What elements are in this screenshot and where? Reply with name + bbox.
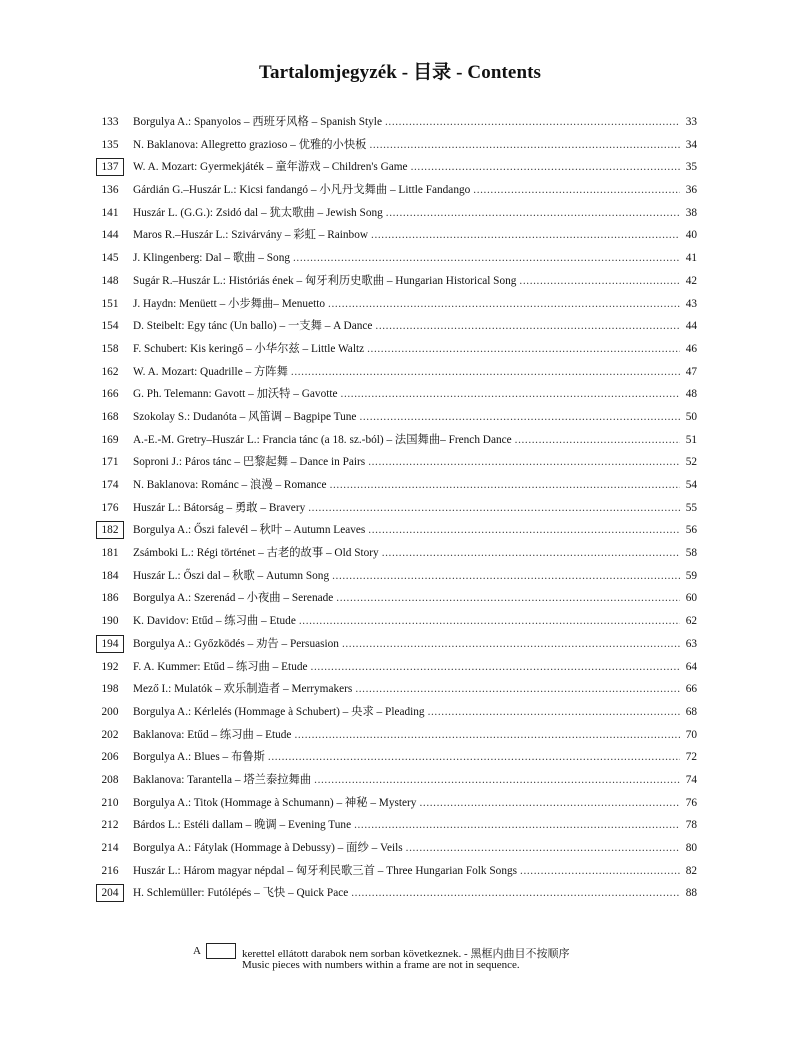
toc-entry — [0, 702, 800, 725]
toc-entry — [0, 384, 800, 407]
dot-leader — [351, 885, 680, 901]
entry-line — [133, 522, 697, 538]
toc-entry — [0, 634, 800, 657]
entry-title: Mező I.: Mulatók – 欢乐制造者 – Merrymakers — [133, 683, 353, 696]
entry-line — [133, 885, 697, 901]
page-number: 40 — [685, 229, 697, 242]
entry-line — [133, 477, 697, 493]
entry-title: Borgulya A.: Blues – 布鲁斯 — [133, 751, 265, 764]
entry-title: Borgulya A.: Szerenád – 小夜曲 – Serenade — [133, 592, 334, 605]
toc-entry — [0, 362, 800, 385]
entry-title: Zsámboki L.: Régi történet – 古老的故事 – Old Story — [133, 547, 379, 560]
frame-sample-box — [206, 943, 236, 959]
dot-leader — [314, 772, 680, 788]
toc-entry — [0, 248, 800, 271]
dot-leader — [375, 318, 680, 334]
entry-title: Baklanova: Etűd – 练习曲 – Etude — [133, 728, 292, 741]
page-number: 38 — [685, 206, 697, 219]
piece-number: 182 — [96, 521, 124, 539]
toc-entry — [0, 566, 800, 589]
page-title: Tartalomjegyzék - 目录 - Contents — [258, 62, 542, 83]
page-number: 76 — [685, 796, 697, 809]
page-number: 43 — [685, 297, 697, 310]
page-number: 55 — [685, 501, 697, 514]
entry-title: K. Davidov: Etűd – 练习曲 – Etude — [133, 615, 296, 628]
entry-title: H. Schlemüller: Futólépés – 飞快 – Quick Pace — [133, 887, 349, 900]
piece-number: 214 — [101, 842, 119, 854]
piece-number: 204 — [96, 884, 124, 902]
toc-entry — [0, 135, 800, 158]
entry-title: Borgulya A.: Spanyolos – 西班牙风格 – Spanish Style — [133, 116, 382, 128]
page-number: 80 — [685, 842, 697, 854]
page-number: 47 — [685, 365, 697, 378]
entry-title: Borgulya A.: Fátylak (Hommage à Debussy) – 面纱 – Veils — [133, 842, 403, 854]
dot-leader — [341, 386, 680, 402]
piece-number: 154 — [101, 320, 119, 333]
entry-title: N. Baklanova: Allegretto grazioso – 优雅的小快板 — [133, 138, 367, 151]
toc-entry — [0, 679, 800, 702]
dot-leader — [515, 432, 680, 448]
piece-number: 135 — [101, 138, 119, 151]
entry-line — [133, 409, 697, 425]
entry-title: Huszár L.: Három magyar népdal – 匈牙利民歌三首 – Three Hungarian Folk Songs — [133, 864, 518, 877]
entry-title: Huszár L. (G.G.): Zsidó dal – 犹太歌曲 – Jewish Song — [133, 206, 383, 219]
toc-entry — [0, 316, 800, 339]
toc-entry — [0, 861, 800, 884]
page-number: 72 — [685, 751, 697, 764]
entry-line — [133, 318, 697, 334]
dot-leader — [291, 364, 680, 380]
piece-number: 181 — [101, 547, 119, 560]
dot-leader — [336, 590, 680, 606]
entry-line — [133, 182, 697, 198]
toc-entry — [0, 294, 800, 317]
dot-leader — [371, 227, 680, 243]
piece-number: 141 — [101, 206, 119, 219]
toc-entry — [0, 225, 800, 248]
entry-title: J. Haydn: Menüett – 小步舞曲– Menuetto — [133, 297, 326, 310]
page-number: 35 — [685, 161, 697, 174]
toc-entry — [0, 520, 800, 543]
page-number: 62 — [685, 615, 697, 628]
entry-title: Borgulya A.: Kérlelés (Hommage à Schubert) – 央求 – Pleading — [133, 705, 425, 718]
toc-entry — [0, 770, 800, 793]
piece-number: 200 — [101, 705, 119, 718]
toc-entry — [0, 725, 800, 748]
toc-entry — [0, 498, 800, 521]
page-number: 68 — [685, 705, 697, 718]
toc-entry — [0, 793, 800, 816]
entry-line — [133, 817, 697, 833]
piece-number: 144 — [101, 229, 119, 242]
entry-line — [133, 795, 697, 811]
piece-number: 194 — [96, 635, 124, 653]
page-number: 48 — [685, 388, 697, 401]
entry-line — [133, 568, 697, 584]
entry-line — [133, 159, 697, 175]
entry-title: Huszár L.: Őszi dal – 秋歌 – Autumn Song — [133, 569, 330, 582]
piece-number: 176 — [101, 501, 119, 514]
page-number: 64 — [685, 660, 697, 673]
dot-leader — [268, 749, 680, 765]
piece-number: 174 — [101, 479, 119, 491]
page-number: 78 — [685, 819, 697, 832]
entry-line — [133, 636, 697, 652]
entry-line — [133, 250, 697, 266]
dot-leader — [368, 454, 680, 470]
entry-line — [133, 590, 697, 606]
piece-number: 192 — [101, 660, 119, 673]
piece-number: 136 — [101, 184, 119, 197]
toc-entry — [0, 112, 800, 135]
piece-number: 158 — [101, 342, 119, 355]
piece-number: 133 — [101, 116, 119, 128]
page-number: 74 — [685, 773, 697, 786]
piece-number: 169 — [101, 433, 119, 446]
entry-title: G. Ph. Telemann: Gavott – 加沃特 – Gavotte — [133, 388, 338, 401]
toc-entry — [0, 271, 800, 294]
dot-leader — [382, 545, 680, 561]
page-number: 51 — [685, 433, 697, 446]
dot-leader — [519, 273, 680, 289]
entry-line — [133, 659, 697, 675]
toc-entry — [0, 430, 800, 453]
entry-line — [133, 273, 697, 289]
entry-title: A.-E.-M. Gretry–Huszár L.: Francia tánc (a 18. sz.-ból) – 法国舞曲– French Dance — [133, 433, 512, 446]
page-number: 59 — [685, 569, 697, 582]
dot-leader — [330, 477, 680, 493]
page-number: 33 — [685, 116, 697, 128]
piece-number: 208 — [101, 773, 119, 786]
piece-number: 210 — [101, 796, 119, 809]
entry-title: Huszár L.: Bátorság – 勇敢 – Bravery — [133, 501, 306, 514]
piece-number: 162 — [101, 365, 119, 378]
toc-entry — [0, 883, 800, 906]
dot-leader — [293, 250, 680, 266]
page-number: 82 — [685, 864, 697, 877]
piece-number: 216 — [101, 864, 119, 877]
footnote-prefix: A — [193, 945, 201, 957]
piece-number: 206 — [101, 751, 119, 764]
toc-entry — [0, 747, 800, 770]
dot-leader — [308, 500, 680, 516]
page-number: 34 — [685, 138, 697, 151]
page-number: 46 — [685, 342, 697, 355]
entry-line — [133, 613, 697, 629]
entry-title: Soproni J.: Páros tánc – 巴黎起舞 – Dance in Pairs — [133, 456, 366, 469]
page-number: 41 — [685, 252, 697, 265]
entry-line — [133, 205, 697, 221]
page-number: 58 — [685, 547, 697, 560]
dot-leader — [386, 205, 680, 221]
toc-entry — [0, 611, 800, 634]
dot-leader — [368, 522, 680, 538]
entry-line — [133, 454, 697, 470]
entry-title: F. Schubert: Kis keringő – 小华尔兹 – Little Waltz — [133, 342, 365, 355]
toc-entry — [0, 815, 800, 838]
entry-line — [133, 863, 697, 879]
toc-entry — [0, 475, 800, 498]
entry-title: J. Klingenberg: Dal – 歌曲 – Song — [133, 252, 290, 265]
entry-line — [133, 727, 697, 743]
toc-entry — [0, 657, 800, 680]
entry-title: Sugár R.–Huszár L.: Históriás ének – 匈牙利历史歌曲 – Hungarian Historical Song — [133, 274, 517, 287]
dot-leader — [520, 863, 680, 879]
entry-line — [133, 296, 697, 312]
piece-number: 168 — [101, 410, 119, 423]
page-number: 52 — [685, 456, 697, 469]
entry-title: Bárdos L.: Estéli dallam – 晚调 – Evening Tune — [133, 819, 352, 832]
entry-title: W. A. Mozart: Gyermekjáték – 童年游戏 – Children's Game — [133, 161, 408, 174]
entry-line — [133, 840, 697, 856]
dot-leader — [406, 840, 680, 856]
page-number: 63 — [685, 637, 697, 650]
entry-line — [133, 386, 697, 402]
entry-line — [133, 137, 697, 153]
piece-number: 151 — [101, 297, 119, 310]
dot-leader — [332, 568, 680, 584]
page-number: 50 — [685, 410, 697, 423]
toc-entry — [0, 180, 800, 203]
entry-line — [133, 114, 697, 130]
toc-entry — [0, 588, 800, 611]
piece-number: 171 — [101, 456, 119, 469]
piece-number: 212 — [101, 819, 119, 832]
piece-number: 145 — [101, 252, 119, 265]
dot-leader — [359, 409, 680, 425]
entry-title: Borgulya A.: Győzködés – 劝告 – Persuasion — [133, 637, 339, 650]
piece-number: 202 — [101, 728, 119, 741]
page-number: 70 — [685, 728, 697, 741]
piece-number: 148 — [101, 274, 119, 287]
dot-leader — [354, 817, 680, 833]
entry-line — [133, 545, 697, 561]
table-of-contents — [0, 112, 800, 906]
entry-line — [133, 772, 697, 788]
dot-leader — [411, 159, 680, 175]
entry-title: Szokolay S.: Dudanóta – 风笛调 – Bagpipe Tune — [133, 410, 357, 423]
entry-line — [133, 704, 697, 720]
toc-entry — [0, 838, 800, 861]
dot-leader — [355, 681, 680, 697]
page-number: 44 — [685, 320, 697, 333]
entry-line — [133, 364, 697, 380]
entry-title: Maros R.–Huszár L.: Szivárvány – 彩虹 – Rainbow — [133, 229, 369, 242]
piece-number: 186 — [101, 592, 119, 605]
entry-title: Borgulya A.: Titok (Hommage à Schumann) – 神秘 – Mystery — [133, 796, 417, 809]
toc-entry — [0, 203, 800, 226]
dot-leader — [385, 114, 680, 130]
dot-leader — [419, 795, 680, 811]
toc-entry — [0, 543, 800, 566]
dot-leader — [299, 613, 680, 629]
page-number: 54 — [685, 479, 697, 491]
dot-leader — [311, 659, 680, 675]
entry-line — [133, 432, 697, 448]
dot-leader — [428, 704, 680, 720]
entry-title: Baklanova: Tarantella – 塔兰泰拉舞曲 — [133, 773, 312, 786]
entry-title: Gárdián G.–Huszár L.: Kicsi fandangó – 小凡丹戈舞曲 – Little Fandango — [133, 184, 471, 197]
dot-leader — [367, 341, 680, 357]
piece-number: 190 — [101, 615, 119, 628]
dot-leader — [294, 727, 680, 743]
entry-title: N. Baklanova: Románc – 浪漫 – Romance — [133, 479, 327, 491]
entry-line — [133, 341, 697, 357]
toc-entry — [0, 452, 800, 475]
page-number: 56 — [685, 524, 697, 537]
entry-line — [133, 749, 697, 765]
toc-entry — [0, 157, 800, 180]
entry-line — [133, 681, 697, 697]
dot-leader — [328, 296, 680, 312]
dot-leader — [342, 636, 680, 652]
entry-title: D. Steibelt: Egy tánc (Un ballo) – 一支舞 – A Dance — [133, 320, 373, 333]
footnote-line-2: Music pieces with numbers within a frame are not in sequence. — [242, 959, 520, 971]
page-number: 60 — [685, 592, 697, 605]
entry-title: F. A. Kummer: Etűd – 练习曲 – Etude — [133, 660, 308, 673]
footnote-line-1: kerettel ellátott darabok nem sorban következnek. - 黑框内曲目不按顺序 — [242, 948, 570, 960]
piece-number: 137 — [96, 158, 124, 176]
page-number: 42 — [685, 274, 697, 287]
piece-number: 184 — [101, 569, 119, 582]
dot-leader — [473, 182, 680, 198]
piece-number: 166 — [101, 388, 119, 401]
entry-title: Borgulya A.: Őszi falevél – 秋叶 – Autumn Leaves — [133, 524, 366, 537]
entry-line — [133, 500, 697, 516]
entry-title: W. A. Mozart: Quadrille – 方阵舞 — [133, 365, 288, 378]
toc-entry — [0, 339, 800, 362]
toc-entry — [0, 407, 800, 430]
piece-number: 198 — [101, 683, 119, 696]
page-number: 88 — [685, 887, 697, 900]
entry-line — [133, 227, 697, 243]
dot-leader — [369, 137, 680, 153]
page-number: 36 — [685, 184, 697, 197]
page-number: 66 — [685, 683, 697, 696]
